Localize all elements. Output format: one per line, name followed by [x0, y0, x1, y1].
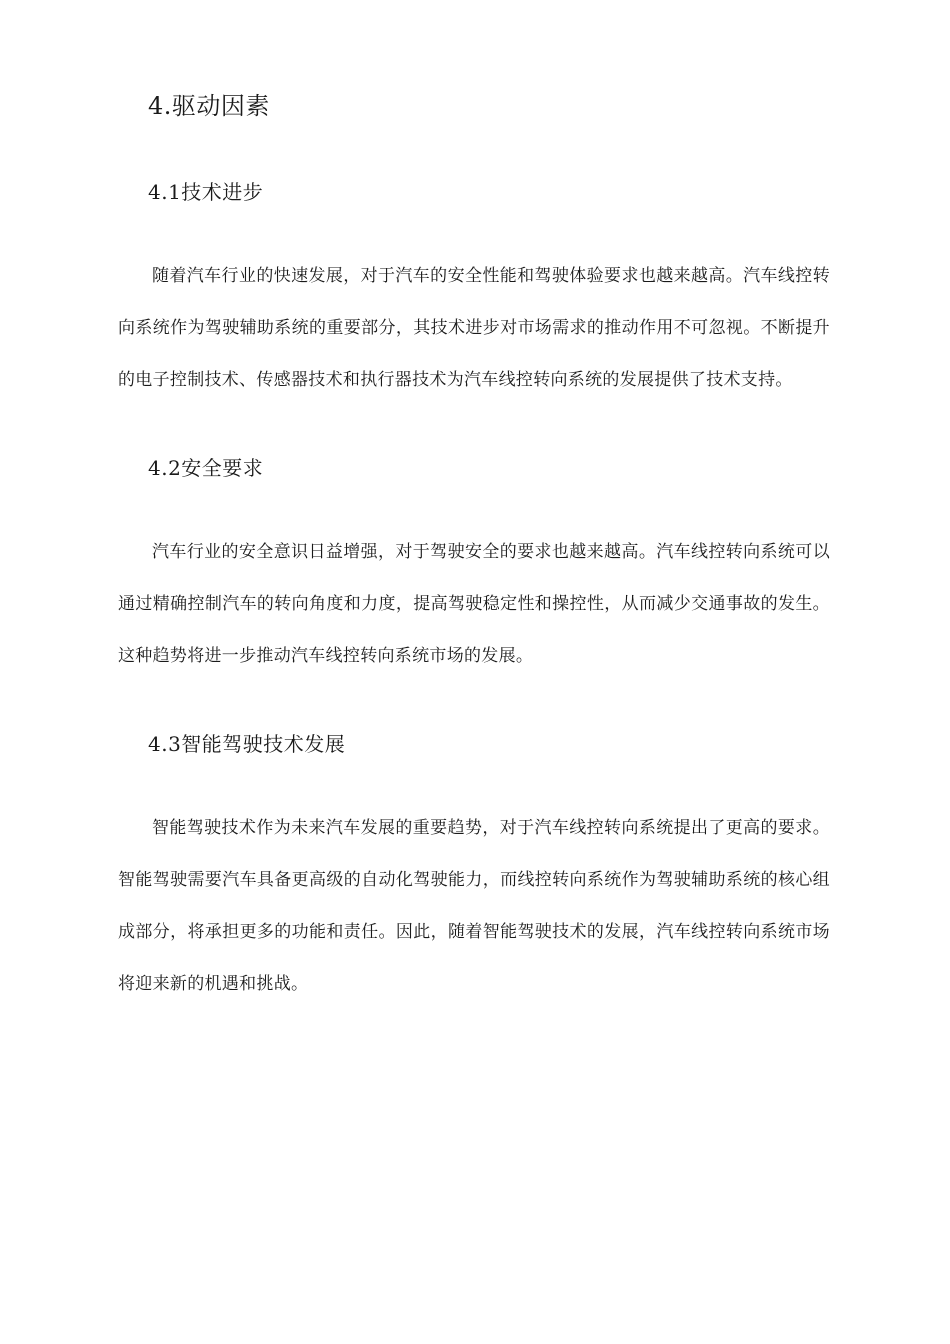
paragraph-smart-driving: 智能驾驶技术作为未来汽车发展的重要趋势，对于汽车线控转向系统提出了更高的要求。智能驾驶需要汽车具备更高级的自动化驾驶能力，而线控转向系统作为驾驶辅助系统的核心组成部分，将承担更多的功能和责任。因此，随着智能驾驶技术的发展，汽车线控转向系统市场将迎来新的机遇和挑战。 — [118, 818, 830, 994]
subsection-title-smart-driving: 4.3智能驾驶技术发展 — [148, 732, 346, 756]
document-content — [118, 86, 830, 1010]
subsection-title-safety: 4.2安全要求 — [148, 456, 264, 480]
paragraph-technology: 随着汽车行业的快速发展，对于汽车的安全性能和驾驶体验要求也越来越高。汽车线控转向系统作为驾驶辅助系统的重要部分，其技术进步对市场需求的推动作用不可忽视。不断提升的电子控制技术、传感器技术和执行器技术为汽车线控转向系统的发展提供了技术支持。 — [118, 266, 830, 390]
section-title: 4.驱动因素 — [148, 92, 270, 120]
paragraph-safety: 汽车行业的安全意识日益增强，对于驾驶安全的要求也越来越高。汽车线控转向系统可以通过精确控制汽车的转向角度和力度，提高驾驶稳定性和操控性，从而减少交通事故的发生。这种趋势将进一步推动汽车线控转向系统市场的发展。 — [118, 542, 830, 666]
subsection-title-technology: 4.1技术进步 — [148, 180, 264, 204]
